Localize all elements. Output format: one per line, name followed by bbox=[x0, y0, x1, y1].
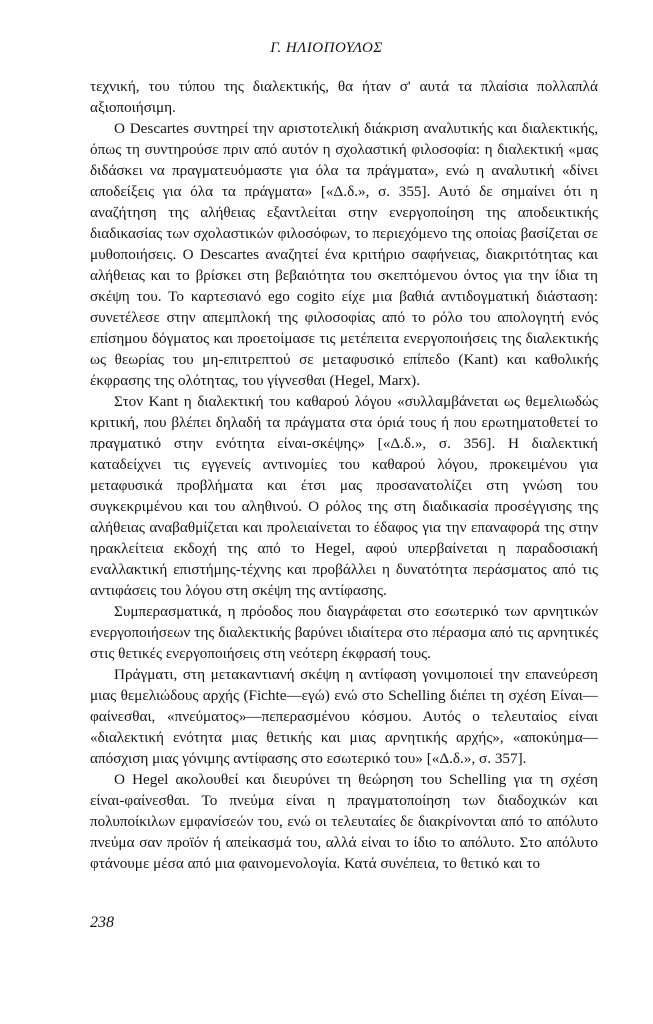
page-number: 238 bbox=[90, 914, 114, 931]
body-text bbox=[90, 76, 598, 874]
paragraph: Ο Hegel ακολουθεί και διευρύνει τη θεώρηση του Schelling για τη σχέση είναι-φαίνεσθαι. Το πνεύμα είναι η πραγματοποίηση των διαδοχικών και πολυποίκιλων εμφανίσεών του, ενώ οι τελευταίες δε διακρίνονται από το απόλυτο πνεύμα σαν προϊόν ή απείκασμά του, αλλά είναι το ίδιο το απόλυτο. Στο απόλυτο φτάνουμε μέσα από μια φαινομενολογία. Κατά συνέπεια, το θετικό και το bbox=[90, 771, 598, 872]
paragraph: Στον Kant η διαλεκτική του καθαρού λόγου «συλλαμβάνεται ως θεμελιωδώς κριτική, που βλέπει δηλαδή τα πράγματα στα όριά τους ή που ερωτηματοθετεί το πραγματικό στην ενότητα είναι-σκέψης» [«Δ.δ.», σ. 356]. Η διαλεκτική καταδείχνει τις εγγενείς αντινομίες του καθαρού λόγου, προκειμένου για μεταφυσικά προβλήματα και έτσι μας προσανατολίζει στη γνώση του συγκεκριμένου και του αληθινού. Ο ρόλος της στη διαδικασία προσέγγισης της αλήθειας αναβαθμίζεται και προλειαίνεται το έδαφος για την επαναφορά της στην ηρακλείτεια εκδοχή της από το Hegel, αφού υπερβαίνεται η παραδοσιακή εναλλακτική επιστήμης-τέχνης και προβάλλει η δυνατότητα περάσματος από τις αντιφάσεις του λόγου στη σκέψη της αντίφασης. bbox=[90, 393, 598, 599]
running-head: Γ. ΗΛΙΟΠΟΥΛΟΣ bbox=[270, 40, 383, 56]
paragraph: Ο Descartes συντηρεί την αριστοτελική διάκριση αναλυτικής και διαλεκτικής, όπως τη συντηρούσε πριν από αυτόν η σχολαστική φιλοσοφία: η διαλεκτική «μας διδάσκει να πραγματευόμαστε για όλα τα πράγματα», ενώ η αναλυτική «δίνει αποδείξεις για όλα τα πράγματα» [«Δ.δ.», σ. 355]. Αυτό δε σημαίνει ότι η αναζήτηση της αλήθειας εξαντλείται στην ενεργοποίηση της αποδεικτικής διαδικασίας των σχολαστικών φιλοσόφων, το περιεχόμενο της οποίας βασίζεται σε μυθοποιήσεις. Ο Descartes αναζητεί ένα κριτήριο σαφήνειας, διακριτότητας και αλήθειας και το βρίσκει στη βεβαιότητα του σκεπτόμενου όντος για την ίδια τη σκέψη του. Το καρτεσιανό ego cogito είχε μια βαθιά αντιδογματική διάσταση: συνετέλεσε στην απεμπλοκή της φιλοσοφίας από το ρόλο του απολογητή ενός επίσημου δόγματος και προετοίμασε τις μετέπειτα ενεργοποιήσεις της διαλεκτικής ως θεωρίας του μη-επιτρεπτού σε μεταφυσικό επίπεδο (Kant) και καθολικής έκφρασης της ολότητας, του γίγνεσθαι (Hegel, Marx). bbox=[90, 120, 598, 389]
paragraph: Πράγματι, στη μετακαντιανή σκέψη η αντίφαση γονιμοποιεί την επανεύρεση μιας θεμελιώδους αρχής (Fichte—εγώ) ενώ στο Schelling διέπει τη σχέση Είναι—φαίνεσθαι, «πνεύματος»—πεπερασμένου κόσμου. Αυτός ο τελευταίος είναι «διαλεκτική ενότητα μιας θετικής και μιας αρνητικής αρχής», «αποκύημα—απόσχιση μιας γόνιμης αντίφασης στο εσωτερικό του» [«Δ.δ.», σ. 357]. bbox=[90, 666, 598, 767]
paragraph: Συμπερασματικά, η πρόοδος που διαγράφεται στο εσωτερικό των αρνητικών ενεργοποιήσεων της διαλεκτικής βαρύνει ιδιαίτερα στο πέρασμα από τις αρνητικές στις θετικές ενεργοποιήσεις στη νεότερη έκφρασή τους. bbox=[90, 603, 598, 662]
paragraph: τεχνική, του τύπου της διαλεκτικής, θα ήταν σ' αυτά τα πλαίσια πολλαπλά αξιοποιήσιμη. bbox=[90, 78, 598, 116]
